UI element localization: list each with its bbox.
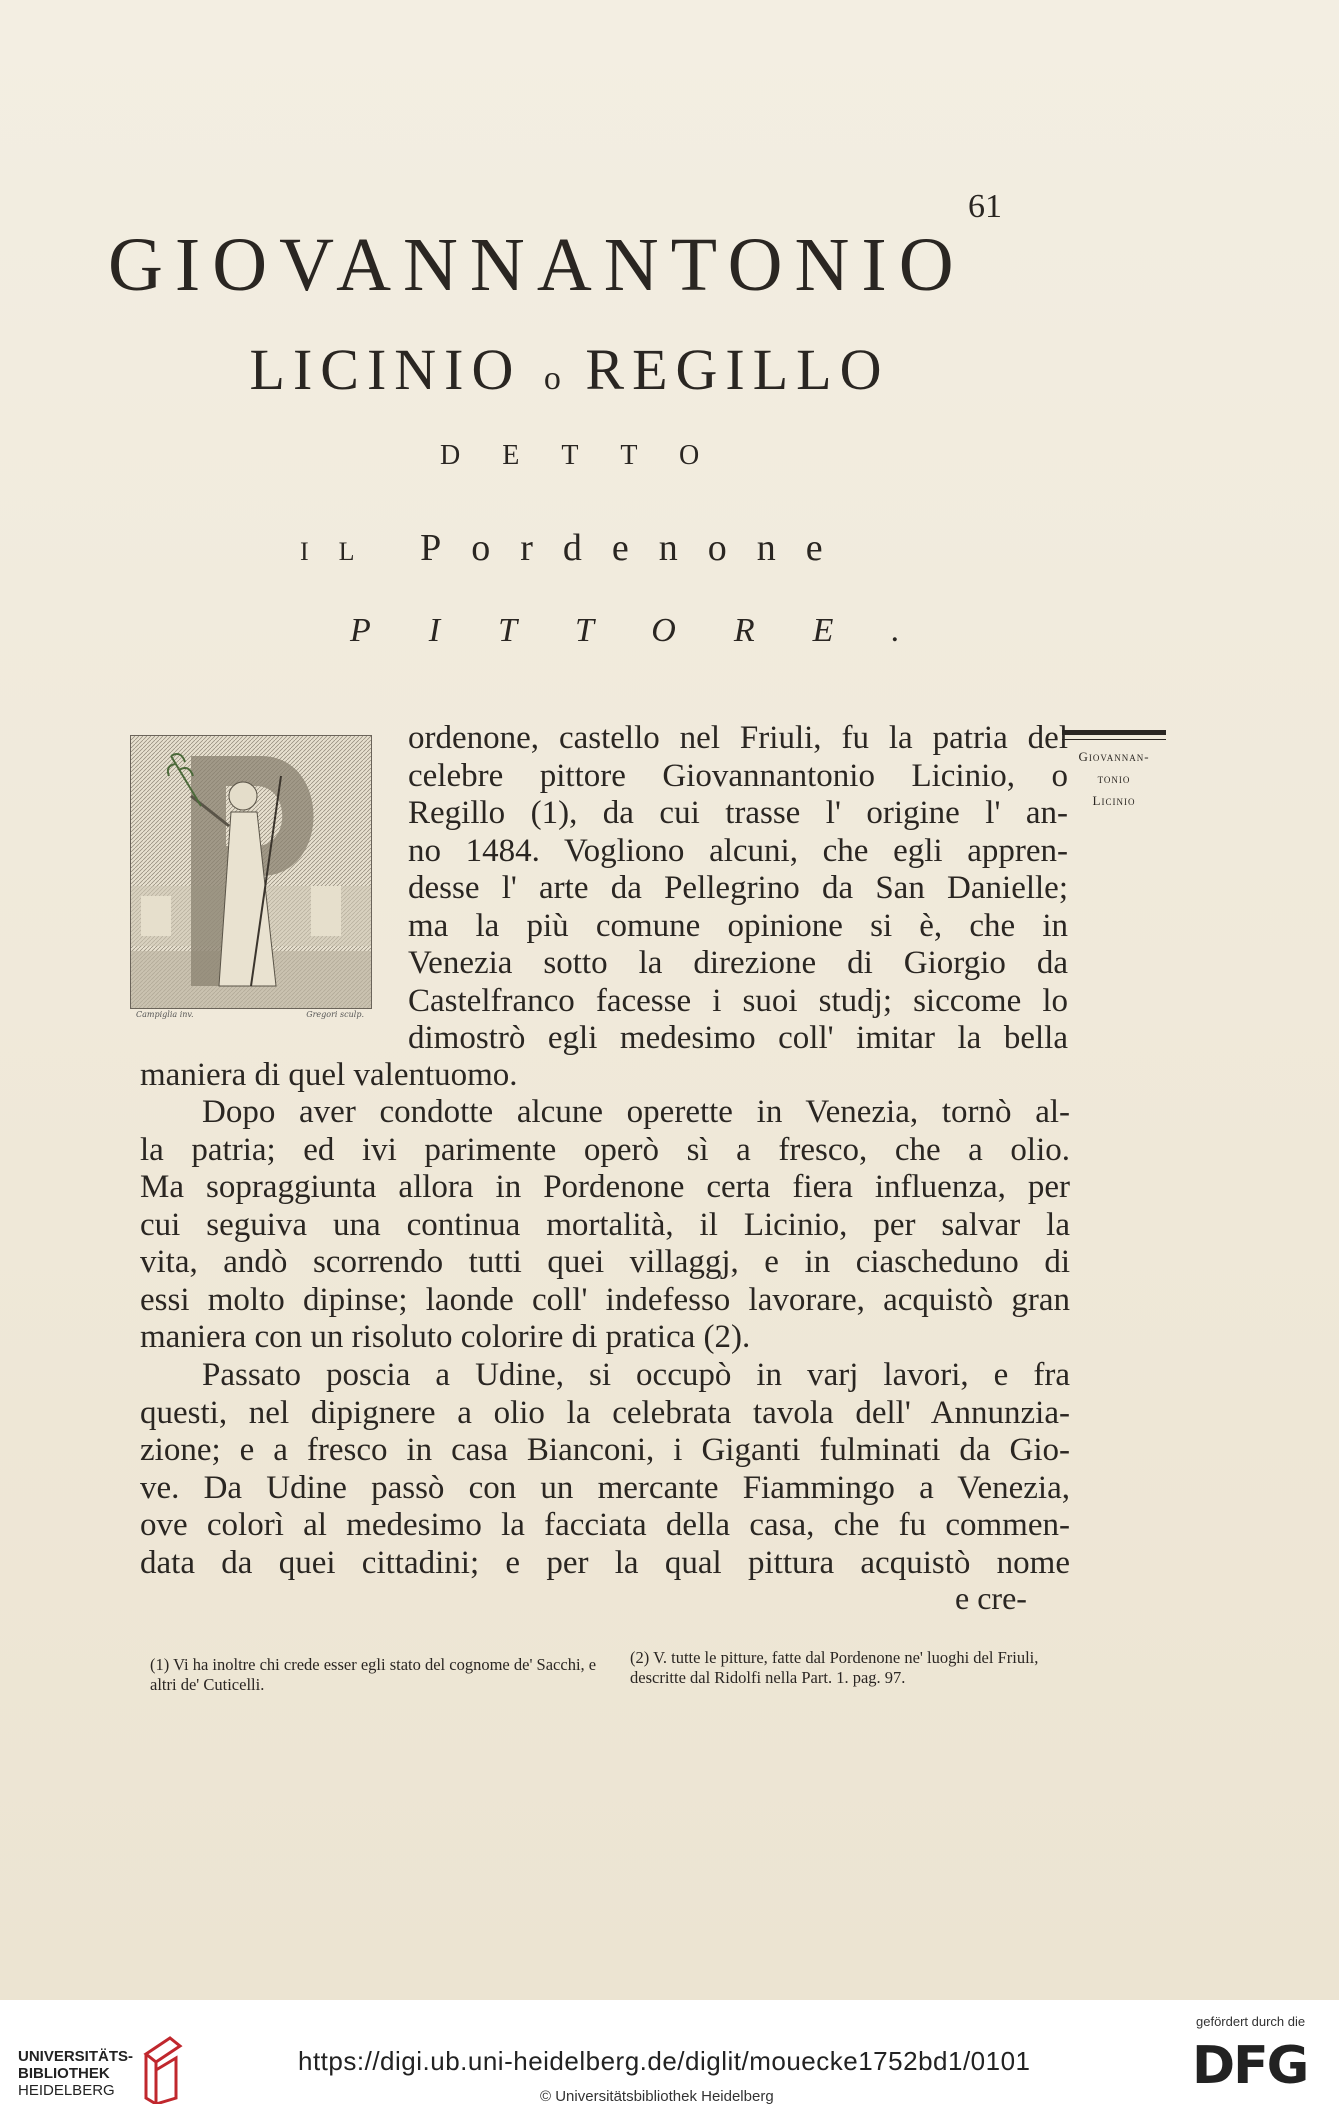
text-line: zione; e a fresco in casa Bianconi, i Giganti fulminati da Gio- (140, 1432, 1070, 1468)
title-line-1: GIOVANNANTONIO (108, 223, 966, 307)
text-line: vita, andò scorrendo tutti quei villaggj, e in ciascheduno di (140, 1244, 1070, 1280)
text-line: data da quei cittadini; e per la qual pittura acquistò nome (140, 1544, 1070, 1581)
margin-note (1062, 730, 1166, 812)
subtitle-il: IL (300, 537, 384, 566)
text-line: maniera di quel valentuomo. (140, 1057, 518, 1093)
initial-caption-left: Campiglia inv. (136, 1010, 194, 1019)
subtitle-il-pordenone (300, 526, 853, 570)
subtitle-pittore: PITTORE. (350, 612, 958, 649)
copyright-text: © Universitätsbibliothek Heidelberg (540, 2088, 774, 2105)
text-line: Castelfranco facesse i suoi studj; siccome lo (408, 982, 1068, 1019)
footnote-2: (2) V. tutte le pitture, fatte dal Pordenone ne' luoghi del Friuli, descritte dal Ridolfi nella Part. 1. pag. 97. (630, 1648, 1039, 1687)
paragraph-1-indented (408, 720, 1068, 1058)
text-line: ma la più comune opinione si è, che in (408, 907, 1068, 944)
paragraph-1-tail (140, 1057, 1070, 1095)
text-line: essi molto dipinse; laonde coll' indefesso lavorare, acquistò gran (140, 1281, 1070, 1318)
text-line: ve. Da Udine passò con un mercante Fiammingo a Venezia, (140, 1469, 1070, 1506)
paragraph-2 (140, 1094, 1070, 1357)
catchword: e cre- (955, 1580, 1027, 1616)
title-o: o (543, 360, 563, 397)
initial-engraving-icon (131, 736, 371, 1008)
subtitle-pordenone: Pordenone (420, 527, 853, 569)
page-number: 61 (968, 188, 1002, 225)
margin-rule-thin (1062, 739, 1166, 740)
text-line: Regillo (1), da cui trasse l' origine l' an- (408, 795, 1068, 831)
text-line: Ma sopraggiunta allora in Pordenone certa fiera influenza, per (140, 1169, 1070, 1205)
dfg-logo[interactable]: DFG (1192, 2036, 1308, 2096)
title-regillo: REGILLO (585, 337, 890, 402)
footnote-1: (1) Vi ha inoltre chi crede esser egli stato del cognome de' Sacchi, e altri de' Cuticelli. (150, 1655, 597, 1694)
uni-logo-line: HEIDELBERG (18, 2082, 115, 2099)
text-line: celebre pittore Giovannantonio Licinio, o (408, 757, 1068, 794)
text-line: maniera con un risoluto colorire di pratica (2). (140, 1319, 751, 1355)
text-line: Passato poscia a Udine, si occupò in varj lavori, e fra (202, 1357, 1070, 1393)
paragraph-3 (140, 1357, 1070, 1582)
title-line-2 (0, 336, 1339, 403)
library-mark-icon (136, 2034, 186, 2104)
text-line: ordenone, castello nel Friuli, fu la patria del (408, 720, 1068, 756)
text-line: desse l' arte da Pellegrino da San Danielle; (408, 870, 1068, 906)
margin-note-line: Giovannan- (1078, 749, 1150, 764)
text-line: Dopo aver condotte alcune operette in Venezia, tornò al- (202, 1094, 1070, 1130)
uni-logo-line: UNIVERSITÄTS- (18, 2048, 134, 2065)
document-url-link[interactable]: https://digi.ub.uni-heidelberg.de/diglit/mouecke1752bd1/0101 (298, 2046, 1031, 2076)
margin-note-line: Licinio (1092, 793, 1136, 808)
initial-caption-right: Gregori sculp. (306, 1010, 364, 1019)
engraved-initial-p (130, 735, 372, 1009)
text-line: ove colorì al medesimo la facciata della casa, che fu commen- (140, 1507, 1070, 1543)
subtitle-detto: DETTO (440, 440, 742, 471)
text-line: questi, nel dipignere a olio la celebrata tavola dell' Annunzia- (140, 1394, 1070, 1431)
text-line: no 1484. Vogliono alcuni, che egli appren- (408, 832, 1068, 869)
title-licinio: LICINIO (249, 337, 522, 402)
margin-rule (1062, 730, 1166, 735)
text-line: Venezia sotto la direzione di Giorgio da (408, 945, 1068, 981)
margin-note-line: tonio (1097, 771, 1131, 786)
funded-by-label: gefördert durch die (1196, 2014, 1306, 2029)
text-line: dimostrò egli medesimo coll' imitar la bella (408, 1020, 1068, 1056)
university-library-logo[interactable] (18, 2048, 133, 2099)
viewer-footer (0, 2000, 1339, 2120)
text-line: la patria; ed ivi parimente operò sì a fresco, che a olio. (140, 1131, 1070, 1168)
text-line: cui seguiva una continua mortalità, il Licinio, per salvar la (140, 1206, 1070, 1243)
uni-logo-line: BIBLIOTHEK (18, 2065, 110, 2082)
